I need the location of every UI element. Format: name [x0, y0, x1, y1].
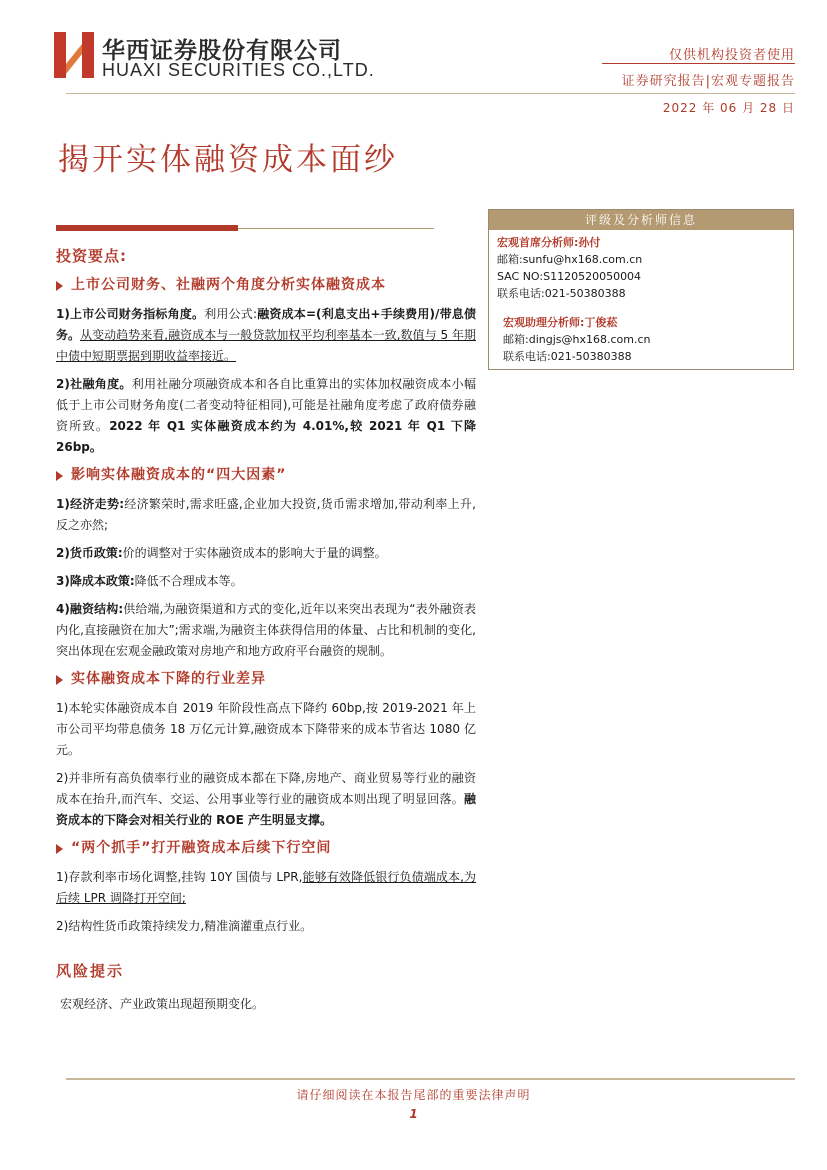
section-title: 影响实体融资成本的“四大因素”	[71, 467, 287, 483]
paragraph	[56, 599, 476, 662]
section-title: 上市公司财务、社融两个角度分析实体融资成本	[71, 277, 386, 293]
section-heading-4	[56, 838, 476, 859]
section-heading-3	[56, 669, 476, 690]
bold-lead: 2)货币政策:	[56, 546, 123, 560]
header-rule	[602, 63, 795, 64]
underlined-text: 从变动趋势来看,融资成本与一般贷款加权平均利率基本一致,数值与 5 年期中债中短期票据到期收益率接近。	[56, 328, 476, 363]
analyst-box-body	[489, 230, 793, 369]
text-span: 利用社融分项融资成本和各自比重算出的实体加权融资成本小幅低于上市公司财务角度(二者变动特征相同),可能是社融角度考虑了政府债券融资所致。	[56, 377, 476, 433]
highlights-heading: 投资要点:	[56, 247, 127, 265]
company-name-en: HUAXI SECURITIES CO.,LTD.	[102, 60, 375, 80]
underlined-text: 能够有效降低银行负债端成本,为后续 LPR 调降打开空间;	[56, 870, 476, 905]
section-heading-1	[56, 275, 476, 296]
text-span: 经济繁荣时,需求旺盛,企业加大投资,货币需求增加,带动利率上升,反之亦然;	[56, 497, 476, 532]
analyst-box-header: 评级及分析师信息	[489, 210, 793, 230]
title-underline-rule	[238, 228, 434, 229]
text-span: 2)并非所有高负债率行业的融资成本都在下降,房地产、商业贸易等行业的融资成本在抬升,而汽车、交运、公用事业等行业的融资成本则出现了明显回落。	[56, 771, 476, 806]
analyst-info-box	[488, 209, 794, 370]
text-span: 1)存款利率市场化调整,挂钩 10Y 国债与 LPR,	[56, 870, 303, 884]
triangle-bullet-icon	[56, 471, 63, 481]
title-underline-accent	[56, 225, 238, 231]
huaxi-logo-icon	[52, 30, 96, 80]
paragraph: 1)本轮实体融资成本自 2019 年阶段性高点下降约 60bp,按 2019-2021 年上市公司平均带息债务 18 万亿元计算,融资成本下降带来的成本节省达 1080 亿元。	[56, 701, 476, 757]
text-span: 利用公式:	[204, 307, 258, 321]
investment-highlights	[56, 246, 476, 944]
bold-lead: 3)降成本政策:	[56, 574, 135, 588]
paragraph	[56, 374, 476, 458]
text-span: 供给端,为融资渠道和方式的变化,近年以来突出表现为“表外融资表内化,直接融资在加大”;需求端,为融资主体获得信用的体量、占比和机制的变化,突出体现在宏观金融政策对房地产和地方政府平台融资的规制。	[56, 602, 476, 658]
bold-conclusion: 融资成本的下降会对相关行业的 ROE 产生明显支撑。	[56, 792, 476, 827]
bold-lead: 1)上市公司财务指标角度。	[56, 307, 205, 321]
chief-analyst-email[interactable]: 邮箱:sunfu@hx168.com.cn	[497, 253, 643, 266]
triangle-bullet-icon	[56, 675, 63, 685]
formula-text: 融资成本=(利息支出+手续费用)/带息债务。	[56, 307, 476, 342]
paragraph	[56, 768, 476, 831]
audience-note: 仅供机构投资者使用	[668, 48, 795, 63]
spacer	[497, 302, 785, 314]
text-span: 降低不合理成本等。	[134, 574, 243, 588]
bold-conclusion: 2022 年 Q1 实体融资成本约为 4.01%,较 2021 年 Q1 下降 26bp。	[56, 419, 476, 454]
title-underline	[56, 225, 434, 231]
paragraph: 2)结构性货币政策持续发力,精准滴灌重点行业。	[56, 919, 313, 933]
triangle-bullet-icon	[56, 281, 63, 291]
assistant-analyst-name: 宏观助理分析师:丁俊菘	[503, 316, 618, 329]
assistant-analyst-phone: 联系电话:021-50380388	[503, 350, 632, 363]
text-span: 价的调整对于实体融资成本的影响大于量的调整。	[122, 546, 387, 560]
risk-text: 宏观经济、产业政策出现超预期变化。	[60, 997, 265, 1011]
report-date: 2022 年 06 月 28 日	[662, 101, 795, 115]
chief-analyst-phone: 联系电话:021-50380388	[497, 287, 626, 300]
section-title: “两个抓手”打开融资成本后续下行空间	[71, 840, 332, 856]
triangle-bullet-icon	[56, 844, 63, 854]
company-logo	[52, 30, 382, 82]
header-divider	[66, 93, 795, 94]
chief-analyst-sac: SAC NO:S1120520050004	[497, 270, 642, 283]
page-number: 1	[409, 1107, 418, 1121]
paragraph	[56, 867, 476, 909]
assistant-analyst-email[interactable]: 邮箱:dingjs@hx168.com.cn	[503, 333, 651, 346]
bold-lead: 1)经济走势:	[56, 497, 125, 511]
company-name-cn: 华西证券股份有限公司	[102, 38, 342, 64]
paragraph	[56, 494, 476, 536]
chief-analyst-name: 宏观首席分析师:孙付	[497, 236, 601, 249]
report-type: 证券研究报告|宏观专题报告	[621, 74, 795, 89]
bold-lead: 2)社融角度。	[56, 377, 132, 391]
risk-heading: 风险提示	[56, 962, 125, 980]
legal-notice: 请仔细阅读在本报告尾部的重要法律声明	[296, 1088, 531, 1102]
risk-section	[56, 960, 476, 1012]
section-title: 实体融资成本下降的行业差异	[71, 671, 266, 687]
paragraph	[56, 543, 476, 564]
footer-rule	[66, 1078, 795, 1080]
bold-lead: 4)融资结构:	[56, 602, 124, 616]
paragraph	[56, 571, 476, 592]
section-heading-2	[56, 465, 476, 486]
report-title: 揭开实体融资成本面纱	[58, 142, 398, 178]
paragraph	[56, 304, 476, 367]
